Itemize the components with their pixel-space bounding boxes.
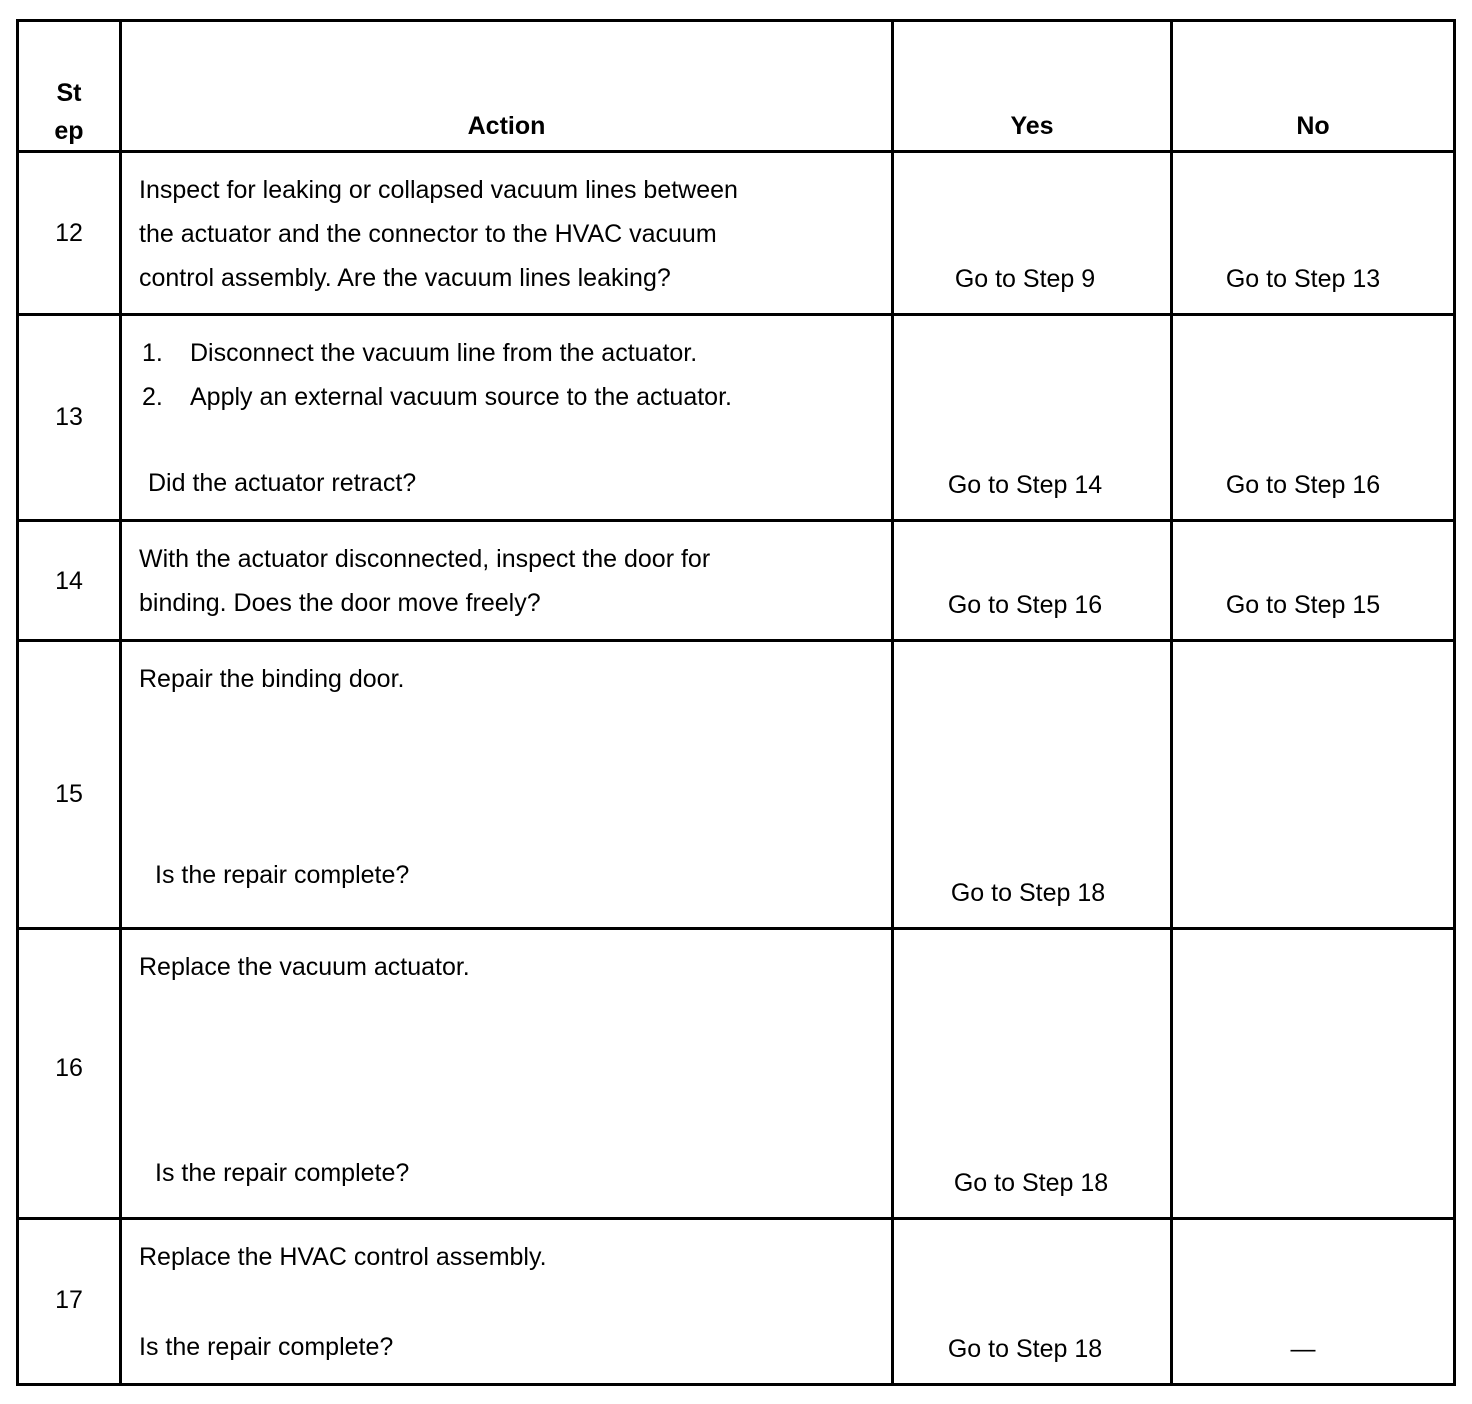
header-step bbox=[18, 21, 121, 152]
table-row bbox=[18, 1219, 1455, 1385]
yes-cell: Go to Step 16 bbox=[893, 521, 1172, 641]
no-cell bbox=[1172, 641, 1455, 929]
yes-cell: Go to Step 18 bbox=[893, 641, 1172, 929]
header-step-line2: ep bbox=[54, 117, 84, 145]
action-line: Inspect for leaking or collapsed vacuum lines between bbox=[139, 176, 738, 204]
table-row bbox=[18, 641, 1455, 929]
action-line: the actuator and the connector to the HVAC vacuum bbox=[139, 220, 717, 248]
step-number: 12 bbox=[18, 152, 121, 315]
action-cell bbox=[121, 152, 893, 315]
yes-cell: Go to Step 18 bbox=[893, 1219, 1172, 1385]
action-line: Repair the binding door. bbox=[139, 665, 405, 693]
yes-cell: Go to Step 18 bbox=[893, 929, 1172, 1219]
header-step-line1: St bbox=[56, 79, 82, 107]
header-action: Action bbox=[121, 21, 893, 152]
list-number: 1. bbox=[142, 339, 163, 367]
action-cell bbox=[121, 929, 893, 1219]
table-row bbox=[18, 929, 1455, 1219]
action-line: Replace the HVAC control assembly. bbox=[139, 1243, 547, 1271]
action-question: Is the repair complete? bbox=[139, 1333, 394, 1361]
step-number: 13 bbox=[18, 315, 121, 521]
yes-cell: Go to Step 14 bbox=[893, 315, 1172, 521]
list-text: Apply an external vacuum source to the actuator. bbox=[190, 383, 732, 411]
table-row bbox=[18, 315, 1455, 521]
table-row bbox=[18, 521, 1455, 641]
header-no: No bbox=[1172, 21, 1455, 152]
step-number: 15 bbox=[18, 641, 121, 929]
list-item bbox=[139, 375, 881, 419]
no-cell bbox=[1172, 929, 1455, 1219]
table-row bbox=[18, 152, 1455, 315]
list-item bbox=[139, 331, 881, 375]
no-cell: Go to Step 15 bbox=[1172, 521, 1455, 641]
step-number: 14 bbox=[18, 521, 121, 641]
action-question: Did the actuator retract? bbox=[148, 469, 417, 497]
action-cell bbox=[121, 315, 893, 521]
no-cell: Go to Step 13 bbox=[1172, 152, 1455, 315]
action-line: Replace the vacuum actuator. bbox=[139, 953, 470, 981]
no-cell: Go to Step 16 bbox=[1172, 315, 1455, 521]
step-number: 17 bbox=[18, 1219, 121, 1385]
action-cell bbox=[121, 1219, 893, 1385]
action-question: Is the repair complete? bbox=[155, 861, 410, 889]
list-number: 2. bbox=[142, 383, 163, 411]
header-yes: Yes bbox=[893, 21, 1172, 152]
action-steps-list bbox=[139, 331, 881, 419]
action-cell bbox=[121, 641, 893, 929]
action-question: Is the repair complete? bbox=[155, 1159, 410, 1187]
action-line: binding. Does the door move freely? bbox=[139, 589, 541, 617]
table-header-row bbox=[18, 21, 1455, 152]
yes-cell: Go to Step 9 bbox=[893, 152, 1172, 315]
list-text: Disconnect the vacuum line from the actuator. bbox=[190, 339, 698, 367]
no-cell: — bbox=[1172, 1219, 1455, 1385]
action-cell bbox=[121, 521, 893, 641]
action-line: control assembly. Are the vacuum lines leaking? bbox=[139, 264, 671, 292]
action-line: With the actuator disconnected, inspect the door for bbox=[139, 545, 711, 573]
step-number: 16 bbox=[18, 929, 121, 1219]
diagnostic-table bbox=[16, 19, 1456, 1386]
